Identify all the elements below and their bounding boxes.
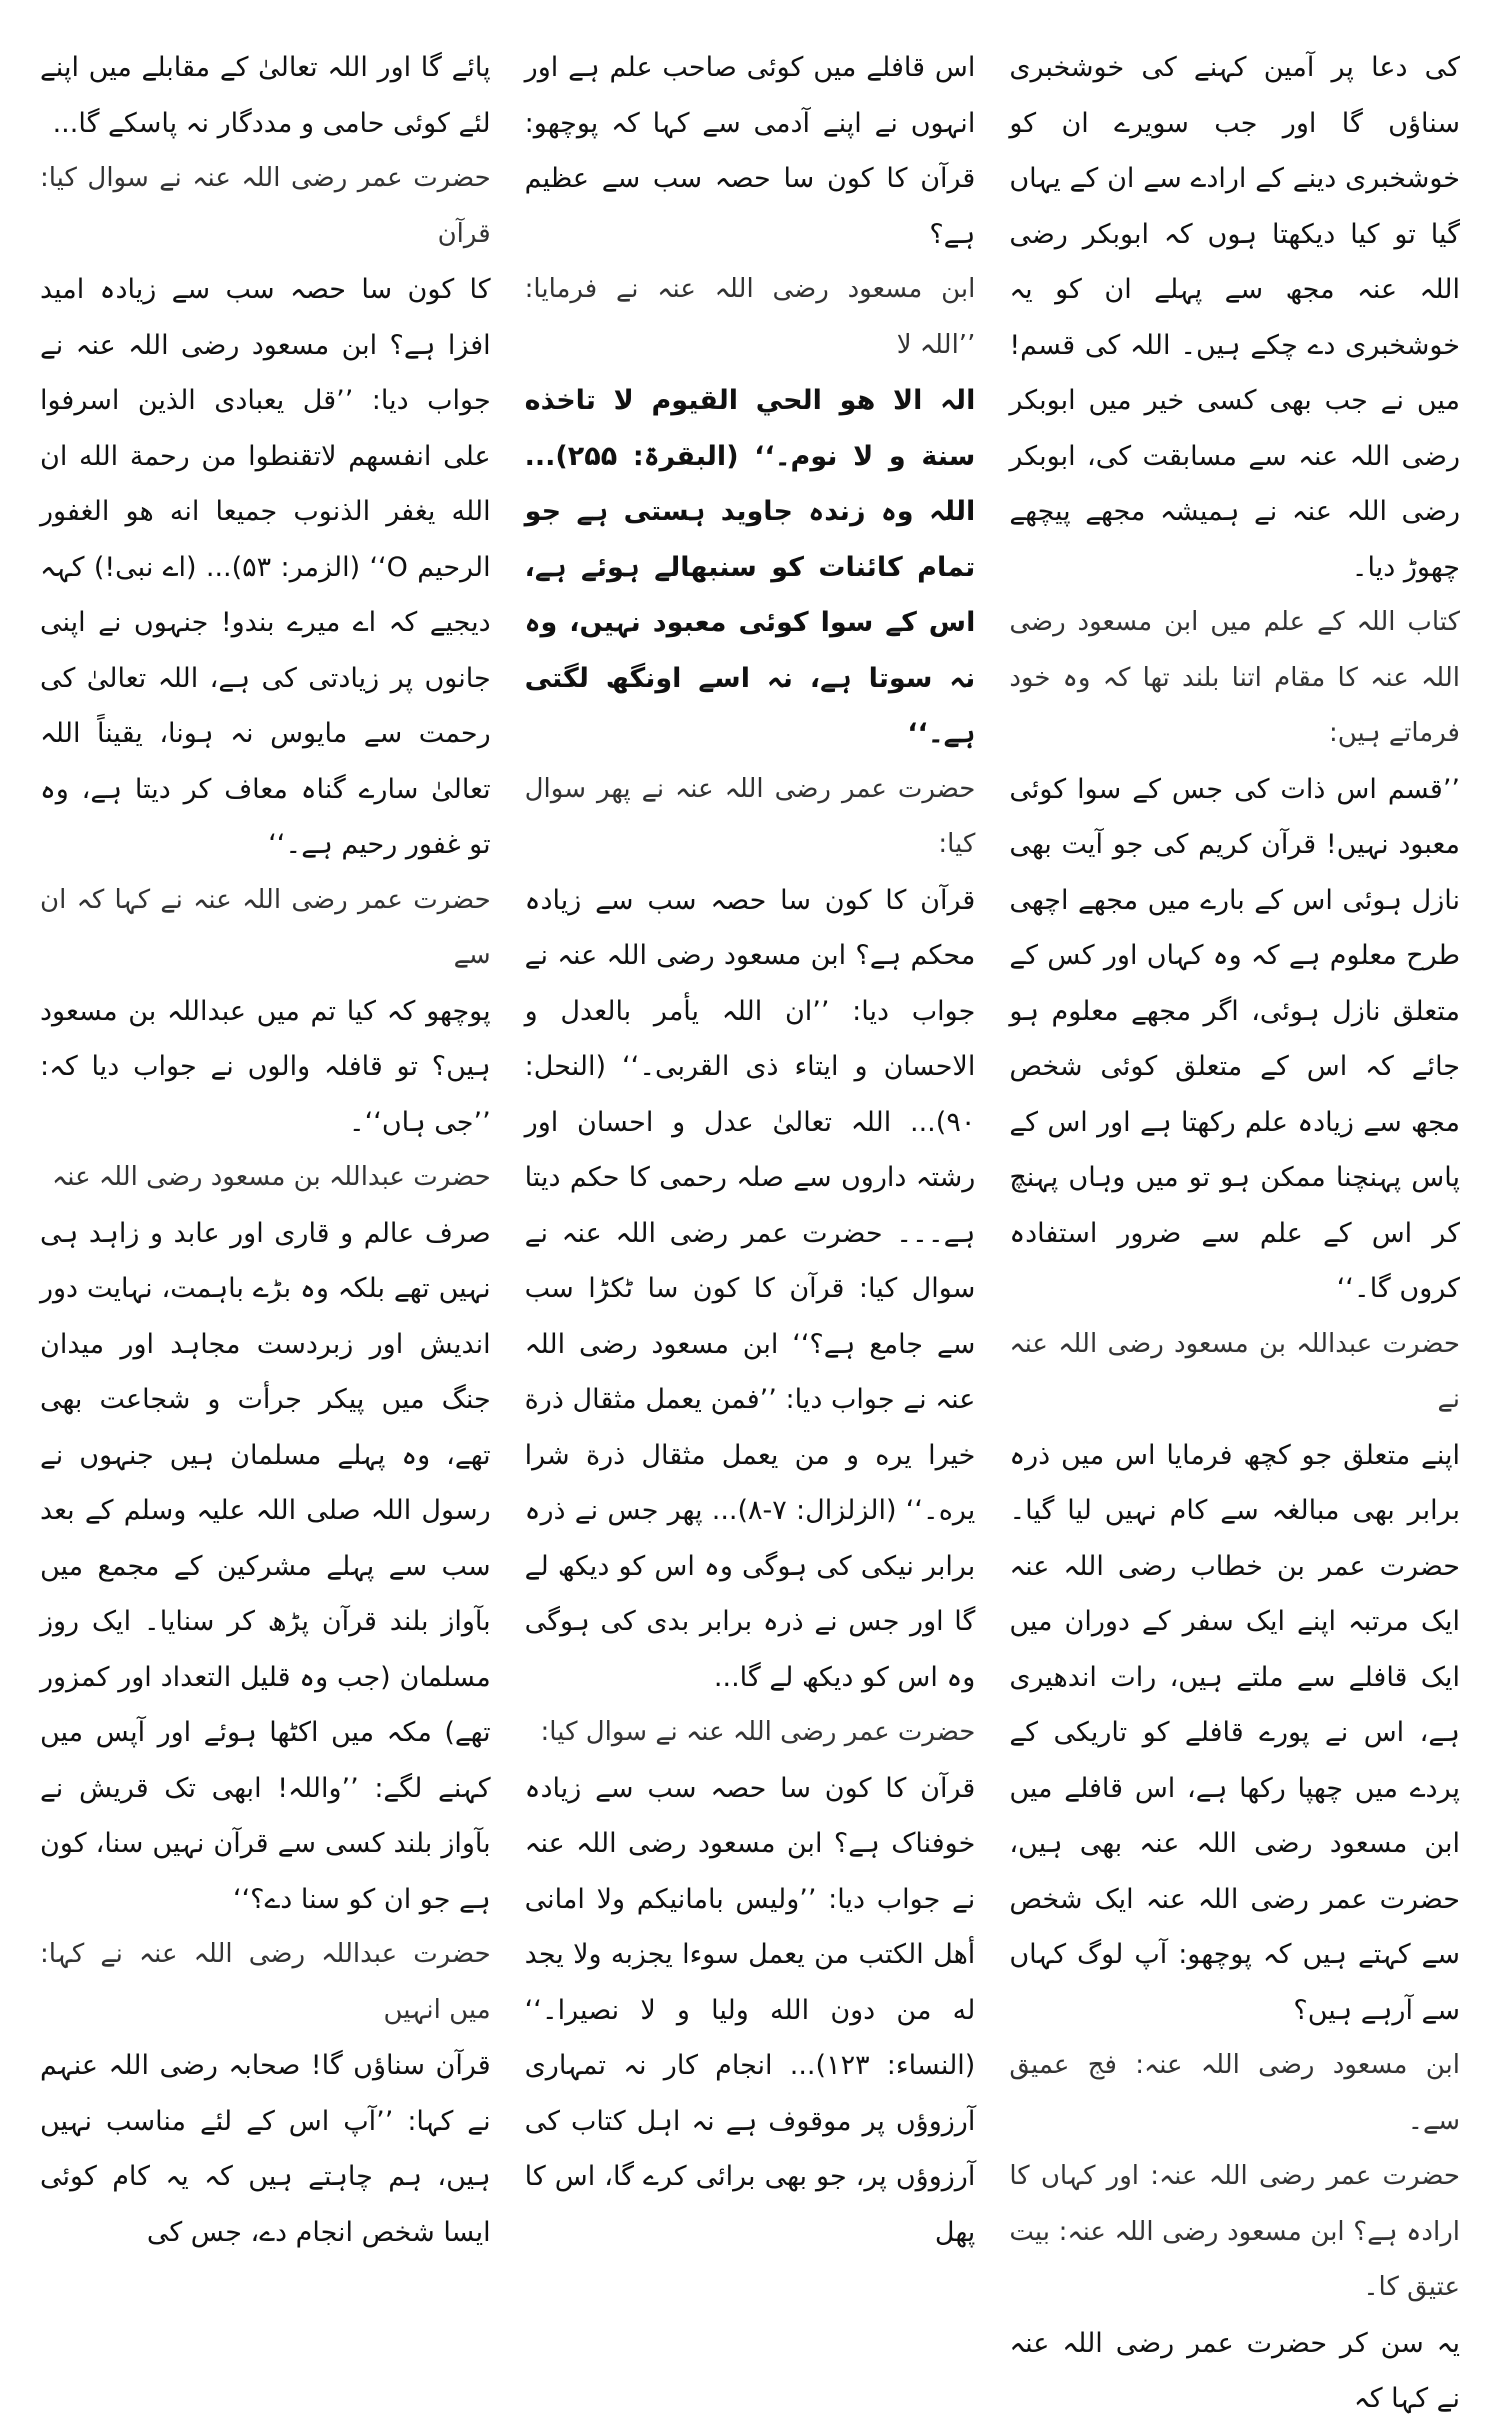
left-column-paragraph: پائے گا اور اللہ تعالیٰ کے مقابلے میں اپنے لئے کوئی حامی و مددگار نہ پاسکے گا... bbox=[39, 52, 491, 139]
right-column-paragraph: حضرت عبداللہ بن مسعود رضی اللہ عنہ نے bbox=[1009, 1328, 1460, 1414]
right-column-paragraph: ابن مسعود رضی اللہ عنہ: فج عمیق سے۔ bbox=[1009, 2050, 1460, 2136]
right-column-paragraph: کتاب اللہ کے علم میں ابن مسعود رضی اللہ عنہ کا مقام اتنا بلند تھا کہ وہ خود فرماتے ہیں: bbox=[1009, 607, 1460, 748]
left-column-paragraph: صرف عالم و قاری اور عابد و زاہد ہی نہیں تھے بلکہ وہ بڑے باہمت، نہایت دور اندیش اور زبردست مجاہد اور میدان جنگ میں پیکر جرأت و شجاعت بھی تھے، وہ پہلے مسلمان ہیں جنہوں نے رسول اللہ صلی اللہ علیہ وسلم کے بعد سب سے پہلے مشرکین کے مجمع میں بآواز بلند قرآن پڑھ کر سنایا۔ ایک روز مسلمان (جب وہ قلیل التعداد اور کمزور تھے) مکہ میں اکٹھا ہوئے اور آپس میں کہنے لگے: ’’واللہ! ابھی تک قریش نے بآواز بلند کسی سے قرآن نہیں سنا، کون ہے جو ان کو سنا دے؟‘‘ bbox=[39, 1217, 491, 1915]
middle-column-paragraph: حضرت عمر رضی اللہ عنہ نے پھر سوال کیا: bbox=[524, 773, 976, 859]
middle-column-paragraph: الہ الا ھو الحي القيوم لا تاخذه سنة و لا نوم۔‘‘ (البقرۃ: ۲۵۵)... اللہ وہ زندہ جاوید ہستی ہے جو تمام کائنات کو سنبھالے ہوئے ہے، اس کے سوا کوئی معبود نہیں، وہ نہ سوتا ہے، نہ اسے اونگھ لگتی ہے۔‘‘ bbox=[524, 385, 976, 749]
left-column-paragraph: حضرت عبداللہ رضی اللہ عنہ نے کہا: میں انہیں bbox=[39, 1939, 491, 2025]
right-column bbox=[1009, 40, 1460, 2414]
middle-column-paragraph: ابن مسعود رضی اللہ عنہ نے فرمایا: ’’اللہ لا bbox=[524, 274, 976, 360]
left-column-paragraph: پوچھو کہ کیا تم میں عبداللہ بن مسعود ہیں؟ تو قافلہ والوں نے جواب دیا کہ: ’’جی ہاں‘‘۔ bbox=[39, 995, 491, 1138]
left-column-paragraph: قرآن سناؤں گا! صحابہ رضی اللہ عنہم نے کہا: ’’آپ اس کے لئے مناسب نہیں ہیں، ہم چاہتے ہیں کہ یہ کام کوئی ایسا شخص انجام دے، جس کی bbox=[39, 2050, 491, 2248]
middle-column-paragraph: حضرت عمر رضی اللہ عنہ نے سوال کیا: bbox=[540, 1717, 976, 1747]
middle-column bbox=[524, 40, 976, 2248]
left-column-paragraph: حضرت عمر رضی اللہ عنہ نے سوال کیا: قرآن bbox=[39, 163, 491, 249]
text-columns bbox=[39, 40, 1460, 2414]
left-column-paragraph: حضرت عبداللہ بن مسعود رضی اللہ عنہ bbox=[52, 1162, 491, 1192]
middle-column-paragraph: قرآن کا کون سا حصہ سب سے زیادہ خوفناک ہے؟ ابن مسعود رضی اللہ عنہ نے جواب دیا: ’’ولیس بامانیکم ولا امانی أھل الکتب من یعمل سوءا یجزبه ولا یجد له من دون الله ولیا و لا نصیرا۔‘‘ (النساء: ۱۲۳)... انجام کار نہ تمہاری آرزوؤں پر موقوف ہے نہ اہل کتاب کی آرزوؤں پر، جو بھی برائی کرے گا، اس کا پھل bbox=[524, 1772, 976, 2248]
right-column-paragraph: یہ سن کر حضرت عمر رضی اللہ عنہ نے کہا کہ bbox=[1009, 2327, 1460, 2414]
middle-column-paragraph: قرآن کا کون سا حصہ سب سے زیادہ محکم ہے؟ ابن مسعود رضی اللہ عنہ نے جواب دیا: ’’ان اللہ یأمر بالعدل و الاحسان و ایتاء ذی القربی۔‘‘ (النحل: ۹۰)... اللہ تعالیٰ عدل و احسان اور رشتہ داروں سے صلہ رحمی کا حکم دیتا ہے۔۔۔ حضرت عمر رضی اللہ عنہ نے سوال کیا: قرآن کا کون سا ٹکڑا سب سے جامع ہے؟‘‘ ابن مسعود رضی اللہ عنہ نے جواب دیا: ’’فمن یعمل مثقال ذرة خیرا یره و من یعمل مثقال ذرة شرا یره۔‘‘ (الزلزال: ۷-۸)... پھر جس نے ذرہ برابر نیکی کی ہوگی وہ اس کو دیکھ لے گا اور جس نے ذرہ برابر بدی کی ہوگی وہ اس کو دیکھ لے گا... bbox=[524, 884, 976, 1693]
left-column-paragraph: کا کون سا حصہ سب سے زیادہ امید افزا ہے؟ ابن مسعود رضی اللہ عنہ نے جواب دیا: ’’قل یعبادی الذین اسرفوا علی انفسھم لاتقنطوا من رحمة الله ان الله یغفر الذنوب جمیعا انه ھو الغفور الرحیم O‘‘ (الزمر: ۵۳)... (اے نبی!) کہہ دیجیے کہ اے میرے بندو! جنہوں نے اپنی جانوں پر زیادتی کی ہے، اللہ تعالیٰ کی رحمت سے مایوس نہ ہونا، یقیناً اللہ تعالیٰ سارے گناہ معاف کر دیتا ہے، وہ تو غفور رحیم ہے۔‘‘ bbox=[39, 274, 491, 860]
right-column-paragraph: ’’قسم اس ذات کی جس کے سوا کوئی معبود نہیں! قرآن کریم کی جو آیت بھی نازل ہوئی اس کے بارے میں مجھے اچھی طرح معلوم ہے کہ وہ کہاں اور کس کے متعلق نازل ہوئی، اگر مجھے معلوم ہو جائے کہ اس کے متعلق کوئی شخص مجھ سے زیادہ علم رکھتا ہے اور اس کے پاس پہنچنا ممکن ہو تو میں وہاں پہنچ کر اس کے علم سے ضرور استفادہ کروں گا۔‘‘ bbox=[1009, 773, 1460, 1304]
right-column-paragraph: حضرت عمر رضی اللہ عنہ: اور کہاں کا ارادہ ہے؟ ابن مسعود رضی اللہ عنہ: بیت عتیق کا۔ bbox=[1009, 2161, 1460, 2302]
middle-column-paragraph: اس قافلے میں کوئی صاحب علم ہے اور انہوں نے اپنے آدمی سے کہا کہ پوچھو: قرآن کا کون سا حصہ سب سے عظیم ہے؟ bbox=[524, 52, 976, 250]
left-column-paragraph: حضرت عمر رضی اللہ عنہ نے کہا کہ ان سے bbox=[39, 884, 491, 970]
left-column bbox=[39, 40, 491, 2248]
right-column-paragraph: کی دعا پر آمین کہنے کی خوشخبری سناؤں گا اور جب سویرے ان کو خوشخبری دینے کے ارادے سے ان کے یہاں گیا تو کیا دیکھتا ہوں کہ ابوبکر رضی اللہ عنہ مجھ سے پہلے ان کو یہ خوشخبری دے چکے ہیں۔ اللہ کی قسم! میں نے جب بھی کسی خیر میں ابوبکر رضی اللہ عنہ سے مسابقت کی، ابوبکر رضی اللہ عنہ نے ہمیشہ مجھے پیچھے چھوڑ دیا۔ bbox=[1009, 52, 1460, 583]
right-column-paragraph: اپنے متعلق جو کچھ فرمایا اس میں ذرہ برابر بھی مبالغہ سے کام نہیں لیا گیا۔ حضرت عمر بن خطاب رضی اللہ عنہ ایک مرتبہ اپنے ایک سفر کے دوران میں ایک قافلے سے ملتے ہیں، رات اندھیری ہے، اس نے پورے قافلے کو تاریکی کے پردے میں چھپا رکھا ہے، اس قافلے میں ابن مسعود رضی اللہ عنہ بھی ہیں، حضرت عمر رضی اللہ عنہ ایک شخص سے کہتے ہیں کہ پوچھو: آپ لوگ کہاں سے آرہے ہیں؟ bbox=[1009, 1439, 1460, 2026]
